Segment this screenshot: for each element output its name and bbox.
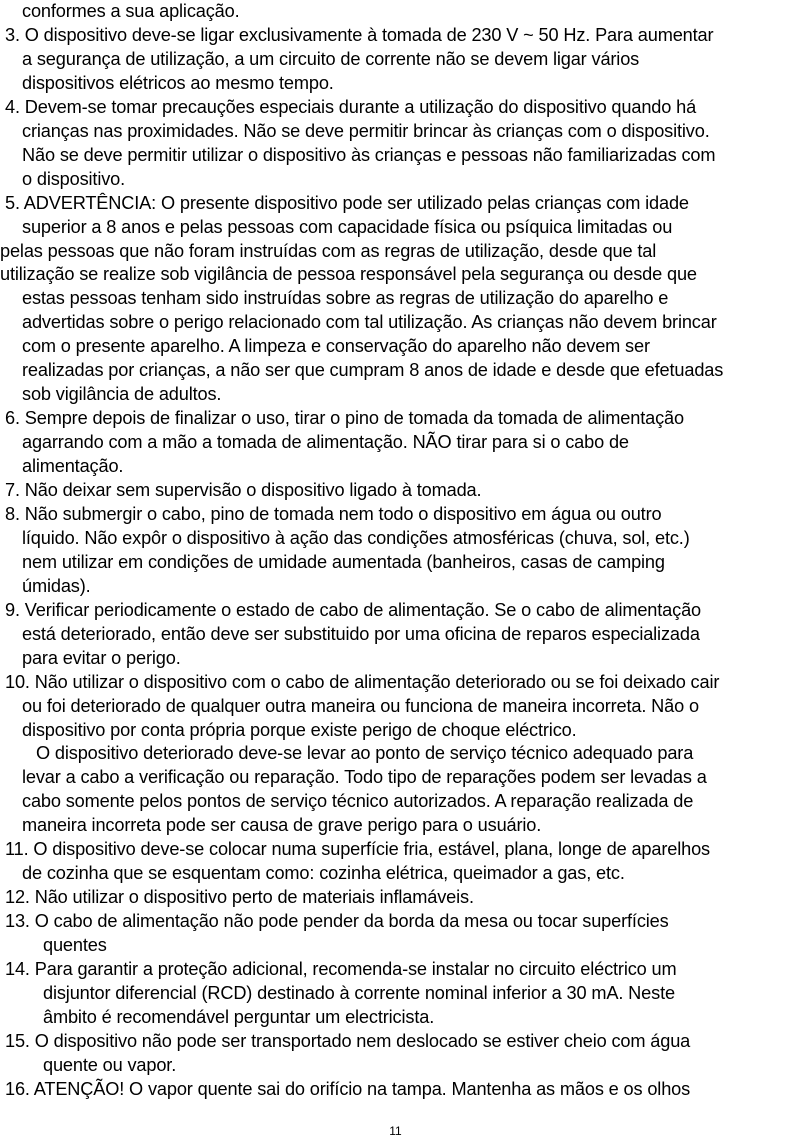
text-line: 15. O dispositivo não pode ser transportado nem deslocado se estiver cheio com água <box>5 1030 691 1051</box>
text-line: 9. Verificar periodicamente o estado de cabo de alimentação. Se o cabo de alimentação <box>5 599 702 620</box>
text-line: superior a 8 anos e pelas pessoas com capacidade física ou psíquica limitadas ou <box>22 216 673 237</box>
text-line: o dispositivo. <box>22 168 126 189</box>
text-line: a segurança de utilização, a um circuito de corrente não se devem ligar vários <box>22 48 640 69</box>
text-line: 12. Não utilizar o dispositivo perto de materiais inflamáveis. <box>5 887 474 908</box>
text-line: 16. ATENÇÃO! O vapor quente sai do orifício na tampa. Mantenha as mãos e os olhos <box>5 1078 691 1099</box>
text-line: conformes a sua aplicação. <box>22 1 240 21</box>
text-line: 4. Devem-se tomar precauções especiais durante a utilização do dispositivo quando há <box>5 96 697 117</box>
text-line: alimentação. <box>22 456 124 477</box>
text-line: com o presente aparelho. A limpeza e conservação do aparelho não devem ser <box>22 336 650 357</box>
text-line: utilização se realize sob vigilância de pessoa responsável pela segurança ou desde que <box>0 264 697 285</box>
text-line: 5. ADVERTÊNCIA: O presente dispositivo pode ser utilizado pelas crianças com idade <box>5 192 689 213</box>
text-line: cabo somente pelos pontos de serviço técnico autorizados. A reparação realizada de <box>22 791 694 812</box>
text-line: maneira incorreta pode ser causa de grave perigo para o usuário. <box>22 815 542 836</box>
text-line: crianças nas proximidades. Não se deve permitir brincar às crianças com o dispositivo. <box>22 120 710 141</box>
text-line: de cozinha que se esquentam como: cozinha elétrica, queimador a gas, etc. <box>22 863 625 884</box>
text-line: 14. Para garantir a proteção adicional, recomenda-se instalar no circuito eléctrico um <box>5 959 677 979</box>
text-line: realizadas por crianças, a não ser que cumpram 8 anos de idade e desde que efetuadas <box>22 360 724 381</box>
text-line: está deteriorado, então deve ser substituido por uma oficina de reparos especializada <box>22 623 700 644</box>
text-line: nem utilizar em condições de umidade aumentada (banheiros, casas de camping <box>22 551 665 572</box>
page-number: 11 <box>389 1124 402 1138</box>
text-line: 3. O dispositivo deve-se ligar exclusivamente à tomada de 230 V ~ 50 Hz. Para aumentar <box>5 24 714 45</box>
text-line: úmidas). <box>22 575 91 596</box>
text-line: 7. Não deixar sem supervisão o dispositivo ligado à tomada. <box>5 480 482 500</box>
text-line: sob vigilância de adultos. <box>22 384 222 405</box>
text-line: Não se deve permitir utilizar o dispositivo às crianças e pessoas não familiarizadas com <box>22 144 716 165</box>
text-line: 6. Sempre depois de finalizar o uso, tirar o pino de tomada da tomada de alimentação <box>5 408 684 429</box>
text-line: 10. Não utilizar o dispositivo com o cabo de alimentação deteriorado ou se foi deixado cair <box>5 671 720 692</box>
text-line: dispositivos elétricos ao mesmo tempo. <box>22 72 334 93</box>
text-line: 8. Não submergir o cabo, pino de tomada nem todo o dispositivo em água ou outro <box>5 503 662 524</box>
text-line: pelas pessoas que não foram instruídas com as regras de utilização, desde que tal <box>0 240 657 261</box>
text-line: ou foi deteriorado de qualquer outra maneira ou funciona de maneira incorreta. Não o <box>22 695 699 716</box>
text-line: para evitar o perigo. <box>22 647 181 668</box>
text-line: estas pessoas tenham sido instruídas sobre as regras de utilização do aparelho e <box>22 288 669 309</box>
text-line: quente ou vapor. <box>43 1054 177 1075</box>
text-line: dispositivo por conta própria porque existe perigo de choque eléctrico. <box>22 719 577 740</box>
text-line: advertidas sobre o perigo relacionado com tal utilização. As crianças não devem brincar <box>22 312 717 333</box>
text-line: 13. O cabo de alimentação não pode pender da borda da mesa ou tocar superfícies <box>5 911 669 932</box>
text-line: quentes <box>43 935 107 956</box>
text-line: 11. O dispositivo deve-se colocar numa superfície fria, estável, plana, longe de aparelhos <box>5 839 710 860</box>
text-line: O dispositivo deteriorado deve-se levar ao ponto de serviço técnico adequado para <box>36 743 694 764</box>
text-line: líquido. Não expôr o dispositivo à ação das condições atmosféricas (chuva, sol, etc.) <box>22 527 690 548</box>
text-line: disjuntor diferencial (RCD) destinado à corrente nominal inferior a 30 mA. Neste <box>43 982 675 1003</box>
text-line: âmbito é recomendável perguntar um electricista. <box>43 1006 435 1027</box>
text-line: levar a cabo a verificação ou reparação. Todo tipo de reparações podem ser levadas a <box>22 767 707 788</box>
text-line: agarrando com a mão a tomada de alimentação. NÃO tirar para si o cabo de <box>22 432 629 453</box>
